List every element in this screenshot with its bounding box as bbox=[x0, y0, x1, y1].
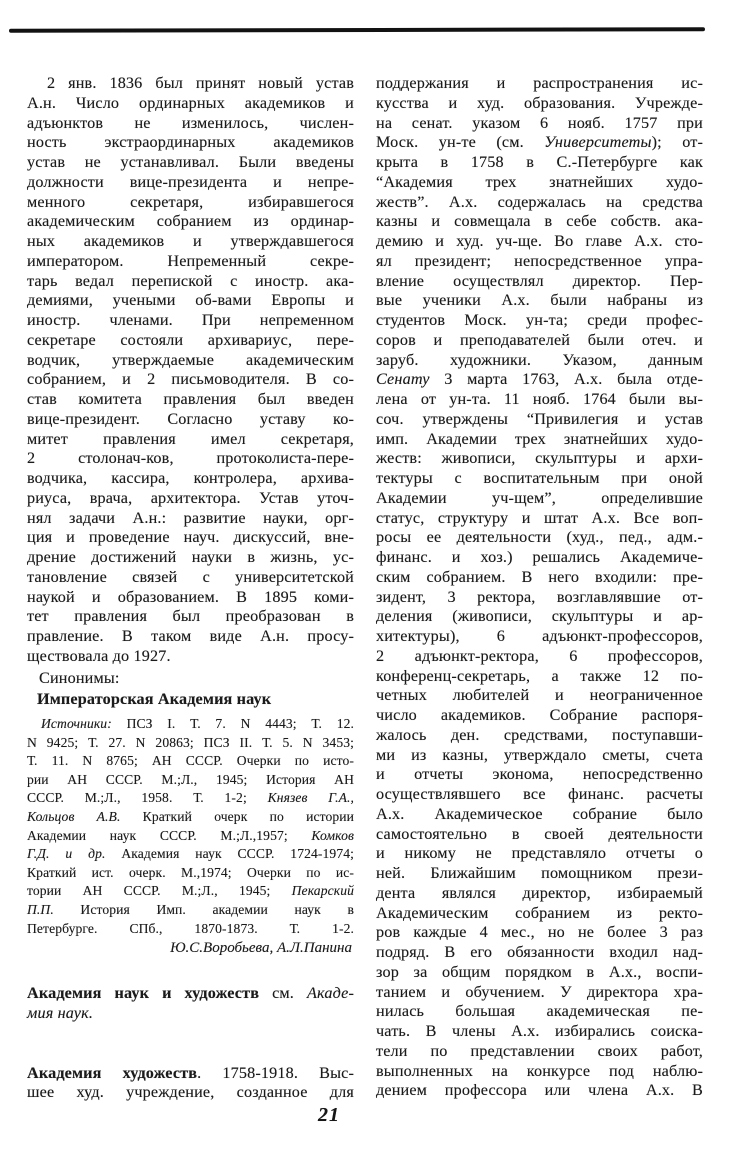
text-line: Академия художеств. 1758-1918. Выс- bbox=[27, 1063, 354, 1082]
text-line: ским собранием. В него входили: пре- bbox=[376, 567, 703, 586]
synonyms-label bbox=[27, 669, 354, 689]
text-line: Моск. ун-те (см. Университеты); от- bbox=[376, 133, 703, 152]
text-line: 2 столонач-ков, протоколиста-пере- bbox=[27, 449, 354, 468]
sources-list bbox=[27, 715, 354, 938]
text-line: ных академиков и утверждавшегося bbox=[27, 232, 354, 250]
text-line: должности вице-президента и непре- bbox=[27, 172, 354, 191]
text-line: число академиков. Собрание распоря- bbox=[376, 706, 703, 724]
text-line: ность экстраординарных академиков bbox=[27, 133, 354, 152]
text-line: Академическим собранием из ректо- bbox=[376, 903, 703, 922]
text-line: демию и худ. уч-ще. Во главе А.х. сто- bbox=[376, 232, 703, 250]
text-line: танием и обучением. У директора хра- bbox=[376, 982, 703, 1001]
text-line: рии АН СССР. М.;Л., 1945; История АН bbox=[27, 771, 354, 787]
text-line: жалось ден. средствами, поступавши- bbox=[376, 725, 703, 744]
text-line: ция и проведение науч. дискуссий, вне- bbox=[27, 528, 354, 547]
text-line: Сенату 3 марта 1763, А.х. была отде- bbox=[376, 370, 703, 389]
text-line: тарь ведал перепиской с иностр. ака- bbox=[27, 271, 354, 290]
entry-akademia-khudozhestv-start bbox=[27, 1064, 354, 1104]
text-line: П.П. История Имп. академии наук в bbox=[27, 901, 354, 917]
text-line: 2 янв. 1836 был принят новый устав bbox=[47, 74, 354, 92]
text-line: четных любителей и неограниченное bbox=[376, 686, 703, 705]
text-line: устав не устанавливал. Были введены bbox=[27, 153, 354, 171]
text-line: заруб. художники. Указом, данным bbox=[376, 350, 703, 369]
text-line: иностр. членами. При непременном bbox=[27, 311, 354, 329]
text-line: Краткий ист. очерк. М.,1974; Очерки по ис- bbox=[27, 864, 354, 880]
text-line: тели по представлении своих работ, bbox=[376, 1041, 703, 1060]
text-line: демиями, учеными об-вами Европы и bbox=[27, 291, 354, 310]
text-line: казны и совмещала в себе собств. ака- bbox=[376, 212, 703, 231]
text-line: ней. Ближайшим помощником прези- bbox=[376, 864, 703, 882]
text-line: дента являлся директор, избираемый bbox=[376, 883, 703, 902]
text-line: водчика, кассира, контролера, архива- bbox=[27, 469, 354, 487]
scan-top-rule bbox=[9, 27, 705, 32]
text-line: собранием, и 2 письмоводителя. В со- bbox=[27, 370, 354, 389]
text-line: и никому не представляло отчеты о bbox=[376, 844, 703, 863]
text-line: чать. В члены А.х. избирались соиска- bbox=[376, 1022, 703, 1040]
text-line: императором. Непременный секре- bbox=[27, 251, 354, 270]
text-line: тории АН СССР. М.;Л., 1945; Пекарский bbox=[27, 883, 354, 899]
right-column bbox=[376, 74, 703, 1101]
text-line: Академии уч-щем”, определившие bbox=[376, 488, 703, 507]
text-line: конференц-секретарь, а также 12 по- bbox=[376, 666, 703, 685]
text-line: нял задачи А.н.: развитие науки, орг- bbox=[27, 508, 354, 527]
text-line: Императорская Академия наук bbox=[37, 690, 272, 709]
text-line: А.н. Число ординарных академиков и bbox=[27, 93, 354, 112]
text-line: 2 адъюнкт-ректора, 6 профессоров, bbox=[376, 646, 703, 665]
text-line: риуса, врача, архитектора. Устав уточ- bbox=[27, 488, 354, 507]
text-line: А.х. Академическое собрание было bbox=[376, 804, 703, 823]
text-line: статус, структуру и штат А.х. Все воп- bbox=[376, 508, 703, 527]
text-line: СССР. М.;Л., 1958. Т. 1-2; Князев Г.А., bbox=[27, 790, 354, 806]
text-line: жеств: живописи, скульптуры и архи- bbox=[376, 449, 703, 468]
text-line: жеств”. А.х. содержалась на средства bbox=[376, 192, 703, 211]
text-line: кусства и худ. образования. Учрежде- bbox=[376, 93, 703, 112]
text-line: секретаре состояли архивариус, пере- bbox=[27, 330, 354, 349]
entry-akademia-khudozhestv-continuation bbox=[376, 74, 703, 1101]
text-line: Г.Д. и др. Академия наук СССР. 1724-1974; bbox=[27, 846, 354, 862]
text-line: митет правления имел секретаря, bbox=[27, 429, 354, 448]
text-line: N 9425; Т. 27. N 20863; ПСЗ II. Т. 5. N 3453; bbox=[27, 734, 354, 750]
text-line: менного секретаря, избиравшегося bbox=[27, 192, 354, 211]
text-line: адъюнктов не изменилось, числен- bbox=[27, 113, 354, 132]
text-line: осуществлявшего все финанс. расчеты bbox=[376, 785, 703, 803]
entry-akademia-nauk-continuation bbox=[27, 74, 354, 667]
text-line: и отчеты эконома, непосредственно bbox=[376, 765, 703, 784]
text-line: на сенат. указом 6 нояб. 1757 при bbox=[376, 113, 703, 132]
text-line: тановление связей с университетской bbox=[27, 567, 354, 586]
text-line: самостоятельно в своей деятельности bbox=[376, 824, 703, 843]
text-line: подряд. В его обязанности входил над- bbox=[376, 943, 703, 961]
text-line: финанс. и хоз.) решались Академиче- bbox=[376, 548, 703, 566]
text-line: крыта в 1758 в С.-Петербурге как bbox=[376, 153, 703, 171]
text-line: ял президент; непосредственное упра- bbox=[376, 251, 703, 270]
text-line: “Академия трех знатнейших худо- bbox=[376, 172, 703, 191]
text-line: шее худ. учреждение, созданное для bbox=[27, 1083, 354, 1102]
text-line: водчик, утверждаемые академическим bbox=[27, 350, 354, 369]
text-line: лена от ун-та. 11 нояб. 1764 были вы- bbox=[376, 390, 703, 408]
text-line: дением профессора или члена А.х. В bbox=[376, 1081, 703, 1100]
text-line: студентов Моск. ун-та; среди профес- bbox=[376, 311, 703, 329]
text-line: тектуры с воспитательным при оной bbox=[376, 469, 703, 487]
text-line: академическим собранием из ординар- bbox=[27, 212, 354, 231]
text-line: Кольцов А.В. Краткий очерк по истории bbox=[27, 808, 354, 824]
text-line: зидент, 3 ректора, возглавлявшие от- bbox=[376, 587, 703, 606]
left-column bbox=[27, 74, 354, 1103]
entry-cross-reference bbox=[27, 984, 354, 1024]
text-line: выполненных на конкурсе под наблю- bbox=[376, 1061, 703, 1080]
text-line: ров каждые 4 мес., но не более 3 раз bbox=[376, 923, 703, 942]
text-line: вление осуществлял директор. Пер- bbox=[376, 271, 703, 290]
text-line: вые ученики А.х. были набраны из bbox=[376, 291, 703, 310]
text-line: вице-президент. Согласно уставу ко- bbox=[27, 409, 354, 428]
text-line: ми из казны, утверждало сметы, счета bbox=[376, 745, 703, 764]
text-line: правление. В таком виде А.н. просу- bbox=[27, 627, 354, 645]
text-line: Академии наук СССР. М.;Л.,1957; Комков bbox=[27, 827, 354, 843]
text-line: соров и преподавателей были отеч. и bbox=[376, 330, 703, 349]
text-line: тет правления был преобразован в bbox=[27, 607, 354, 626]
text-line: зор за общим порядком в А.х., воспи- bbox=[376, 962, 703, 981]
text-line: Т. 11. N 8765; АН СССР. Очерки по исто- bbox=[27, 753, 354, 769]
text-line: нилась большая академическая пе- bbox=[376, 1002, 703, 1021]
text-line: Академия наук и художеств см. Акаде- bbox=[27, 984, 354, 1003]
text-line: поддержания и распространения ис- bbox=[376, 74, 703, 92]
text-line: дрение достижений науки в жизнь, ус- bbox=[27, 548, 354, 566]
synonym-title bbox=[27, 690, 354, 710]
text-line: росы ее деятельности (худ., пед., адм.- bbox=[376, 528, 703, 547]
text-line: став комитета правления был введен bbox=[27, 390, 354, 408]
text-line: мия наук. bbox=[27, 1003, 94, 1022]
text-line: деления (живописи, скульптуры и ар- bbox=[376, 607, 703, 626]
text-line: ществовала до 1927. bbox=[27, 646, 171, 665]
text-line: Петербурге. СПб., 1870-1873. Т. 1-2. bbox=[27, 920, 354, 936]
text-line: наукой и образованием. В 1895 коми- bbox=[27, 587, 354, 606]
text-line: Синонимы: bbox=[39, 668, 120, 687]
text-line: имп. Академии трех знатнейших худо- bbox=[376, 429, 703, 448]
text-line: Ю.С.Воробьева, А.Л.Панина bbox=[170, 940, 352, 957]
text-line: хитектуры), 6 адъюнкт-профессоров, bbox=[376, 627, 703, 645]
page-number: 21 bbox=[318, 1104, 340, 1126]
text-line: Источники: ПСЗ I. Т. 7. N 4443; Т. 12. bbox=[41, 716, 354, 731]
text-line: соч. утверждены “Привилегия и устав bbox=[376, 409, 703, 428]
authors-byline bbox=[27, 939, 354, 958]
